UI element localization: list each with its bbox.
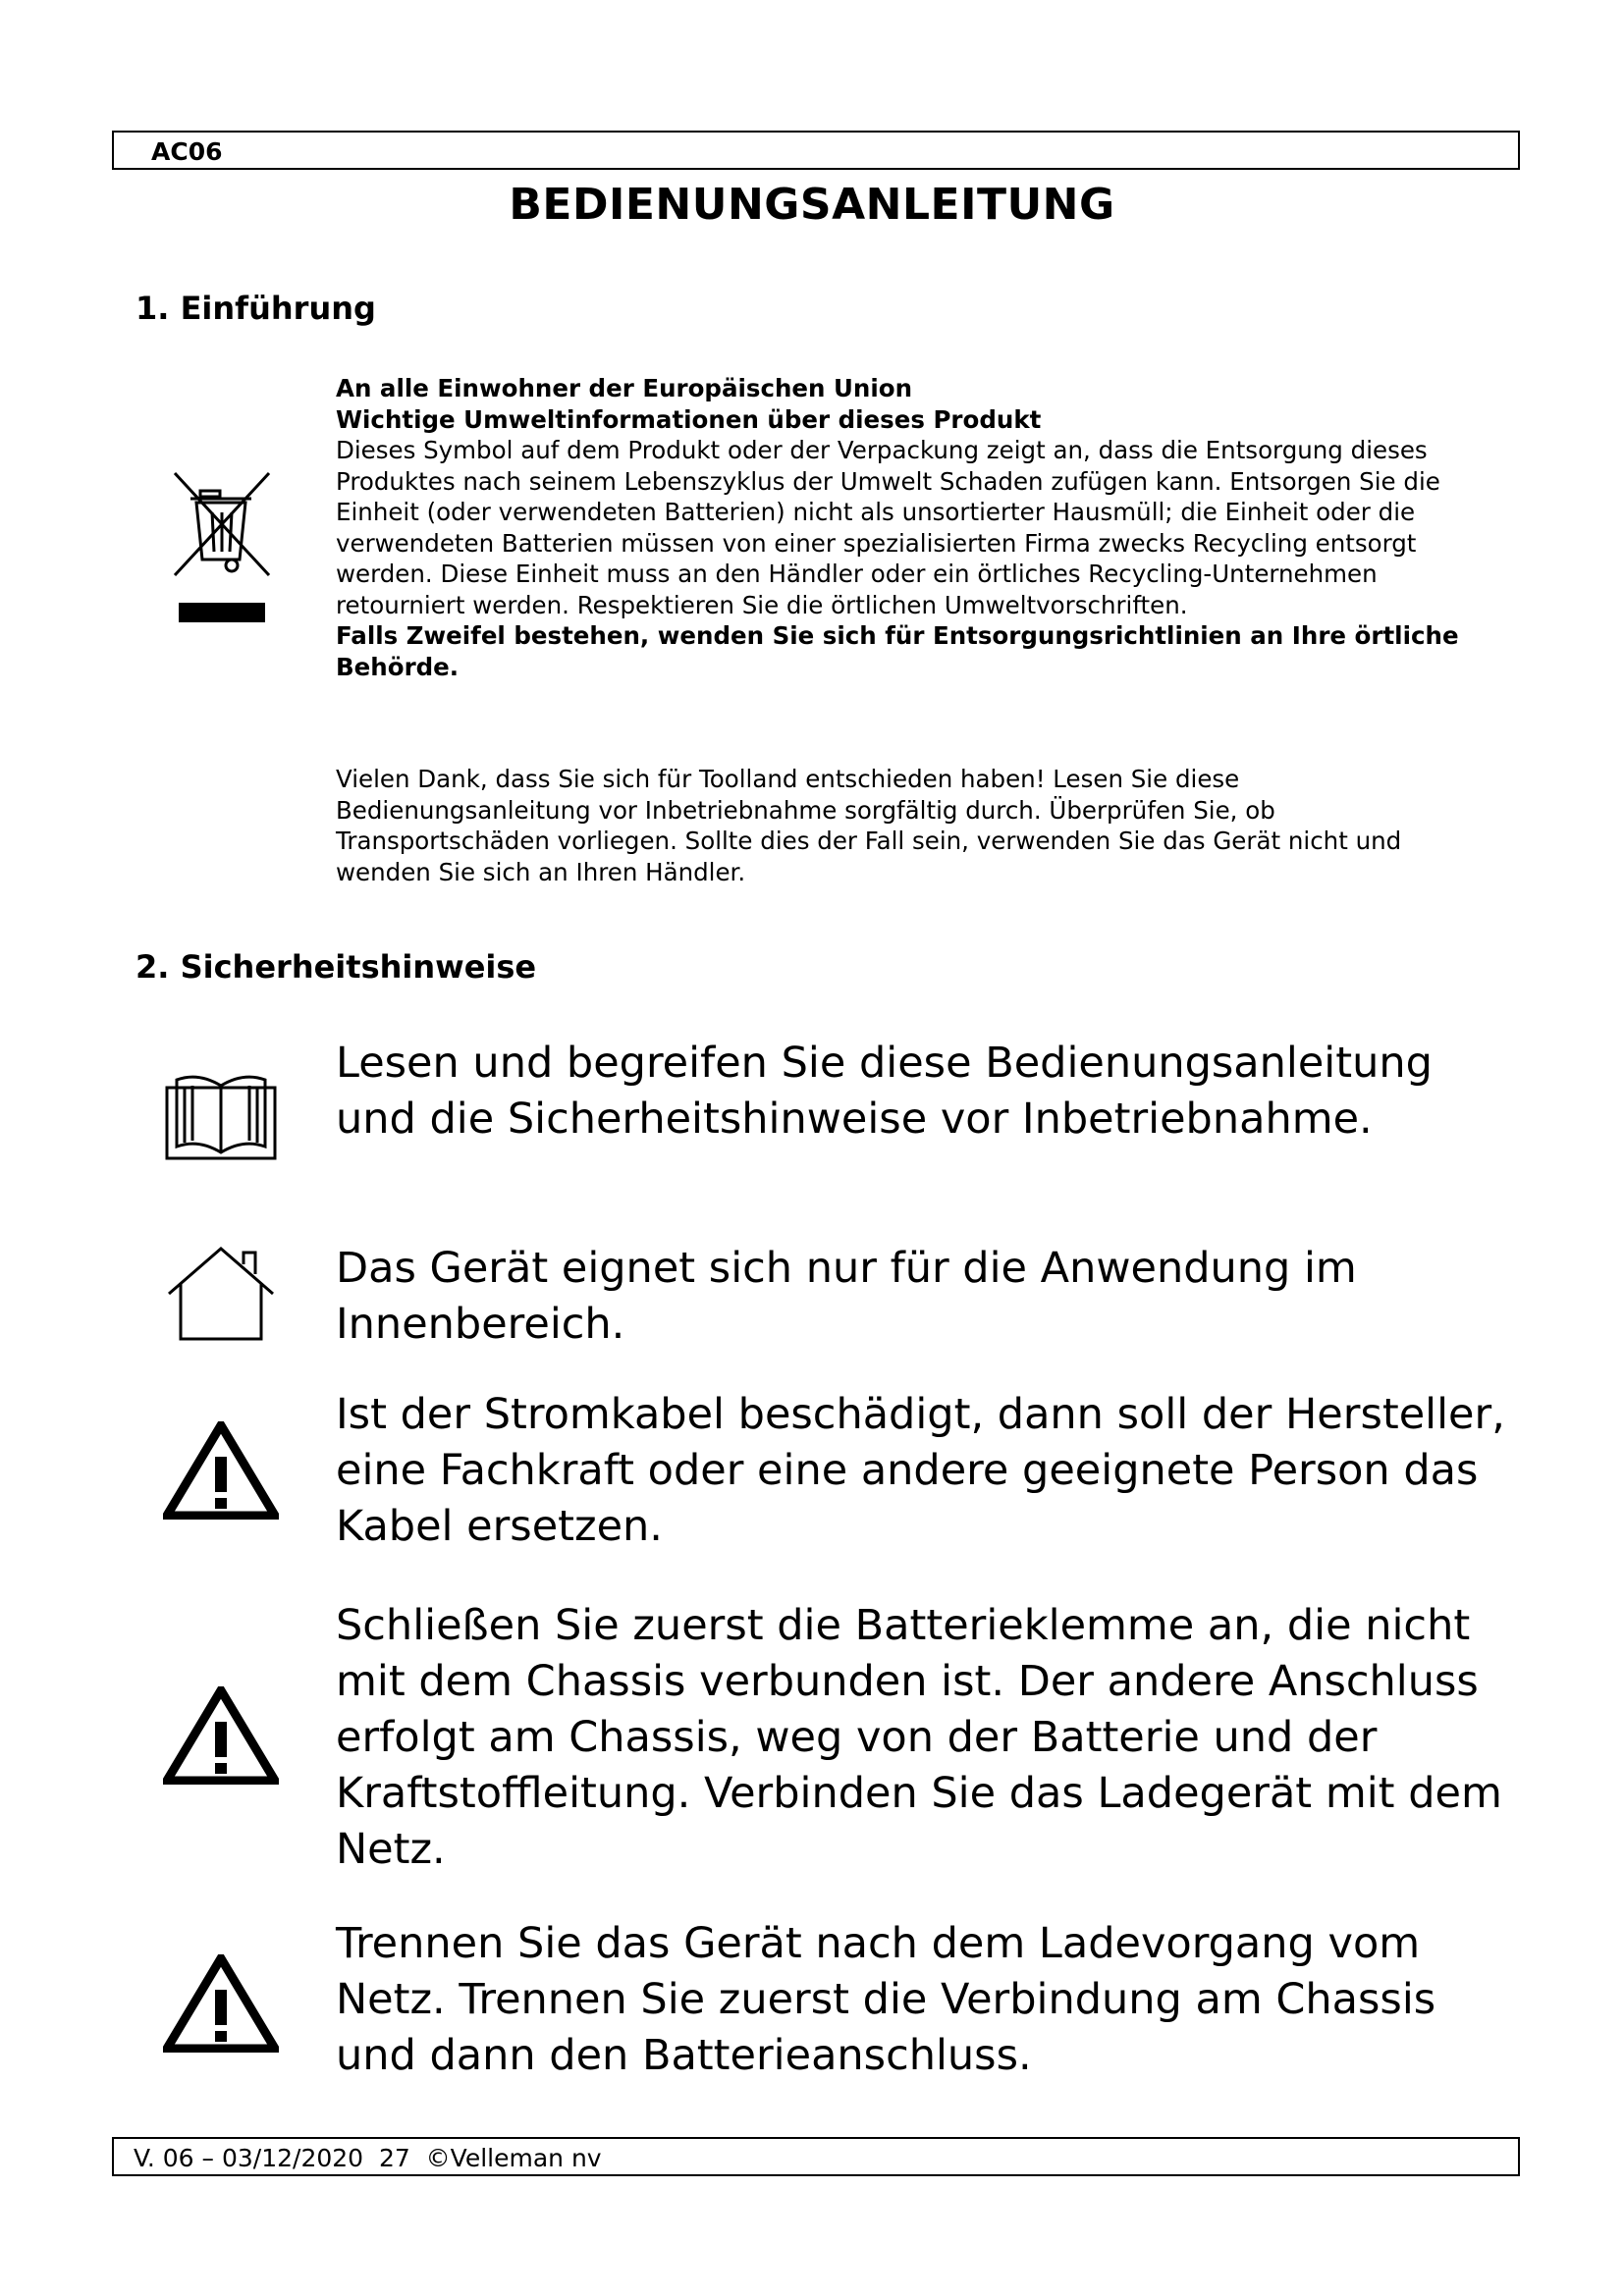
safety-text-read-manual: Lesen und begreifen Sie diese Bedienungsanleitung und die Sicherheitshinweise vor Inbetriebnahme. bbox=[336, 1039, 1433, 1144]
thanks-paragraph: Vielen Dank, dass Sie sich für Toolland entschieden haben! Lesen Sie diese Bedienungsanleitung vor Inbetriebnahme sorgfältig durch. Überprüfen Sie, ob Transportschäden vorliegen. Sollte dies der Fall sein, verwenden Sie das Gerät nicht und wenden Sie sich an Ihren Händler. bbox=[336, 765, 1402, 886]
page-title: BEDIENUNGSANLEITUNG bbox=[509, 180, 1115, 230]
footer-version-page: V. 06 – 03/12/2020 27 ©Velleman nv bbox=[134, 2144, 602, 2172]
environmental-info bbox=[336, 373, 1494, 682]
safety-text-connection-order: Schließen Sie zuerst die Batterieklemme an, die nicht mit dem Chassis verbunden ist. Der andere Anschluss erfolgt am Chassis, weg von der Batterie und der Kraftstoffleitung. Verbinden Sie das Ladegerät mit dem Netz. bbox=[336, 1601, 1502, 1874]
safety-text-cable-damage: Ist der Stromkabel beschädigt, dann soll der Hersteller, eine Fachkraft oder eine andere geeignete Person das Kabel ersetzen. bbox=[336, 1390, 1505, 1551]
indoor-house-icon bbox=[163, 1245, 279, 1343]
intro-heading-eu: An alle Einwohner der Europäischen Union bbox=[336, 374, 913, 402]
footer-box bbox=[112, 2137, 1520, 2176]
intro-heading-env: Wichtige Umweltinformationen über dieses Produkt bbox=[336, 404, 1042, 434]
model-code: AC06 bbox=[151, 137, 223, 166]
read-manual-icon bbox=[163, 1072, 279, 1170]
weee-crossed-bin-icon bbox=[167, 469, 277, 626]
warning-triangle-icon bbox=[163, 1686, 279, 1785]
intro-authority-note: Falls Zweifel bestehen, wenden Sie sich für Entsorgungsrichtlinien an Ihre örtliche Behörde. bbox=[336, 621, 1459, 681]
safety-text-indoor-use: Das Gerät eignet sich nur für die Anwendung im Innenbereich. bbox=[336, 1244, 1357, 1349]
section-heading-introduction: 1. Einführung bbox=[135, 290, 376, 327]
intro-body: Dieses Symbol auf dem Produkt oder der Verpackung zeigt an, dass die Entsorgung dieses Produktes nach seinem Lebenszyklus der Umwelt Schaden zufügen kann. Entsorgen Sie die Einheit (oder verwendeten Batterien) nicht als unsortierter Hausmüll; die Einheit oder die verwendeten Batterien müssen von einer spezialisierten Firma zwecks Recycling entsorgt werden. Diese Einheit muss an den Händler oder ein örtliches Recycling-Unternehmen retourniert werden. Respektieren Sie die örtlichen Umweltvorschriften. bbox=[336, 436, 1440, 619]
section-heading-safety: 2. Sicherheitshinweise bbox=[135, 948, 537, 986]
safety-text-disconnect-order: Trennen Sie das Gerät nach dem Ladevorgang vom Netz. Trennen Sie zuerst die Verbindung am Chassis und dann den Batterieanschluss. bbox=[336, 1919, 1436, 2080]
header-box bbox=[112, 131, 1520, 170]
warning-triangle-icon bbox=[163, 1421, 279, 1520]
warning-triangle-icon bbox=[163, 1954, 279, 2053]
